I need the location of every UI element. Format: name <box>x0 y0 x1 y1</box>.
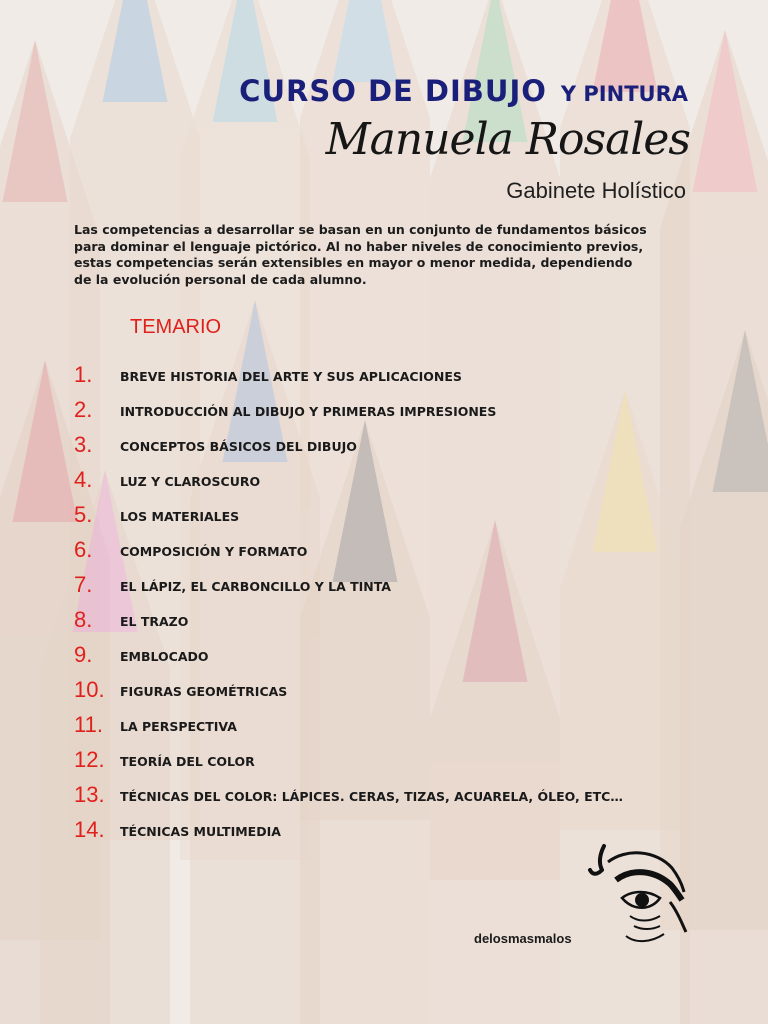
intro-line: estas competencias serán extensibles en mayor o menor medida, dependiendo <box>74 255 633 270</box>
temario-list <box>74 362 714 852</box>
eye-sketch-icon <box>586 840 696 948</box>
item-number: 10. <box>74 677 105 702</box>
item-number: 8. <box>74 607 93 632</box>
item-text: FIGURAS GEOMÉTRICAS <box>120 684 288 699</box>
list-item <box>74 607 714 642</box>
list-item <box>74 397 714 432</box>
list-item <box>74 747 714 782</box>
item-text: COMPOSICIÓN Y FORMATO <box>120 544 308 559</box>
intro-line: para dominar el lenguaje pictórico. Al no haber niveles de conocimiento previos, <box>74 238 644 254</box>
intro-line: de la evolución personal de cada alumno. <box>74 271 367 287</box>
footer-caption: delosmasmalos <box>474 931 572 946</box>
item-number: 3. <box>74 432 93 457</box>
item-text: CONCEPTOS BÁSICOS DEL DIBUJO <box>120 439 357 454</box>
item-number: 1. <box>74 362 93 387</box>
item-text: LUZ Y CLAROSCURO <box>120 474 261 489</box>
item-number: 13. <box>74 782 105 807</box>
item-text: BREVE HISTORIA DEL ARTE Y SUS APLICACIONES <box>120 369 462 384</box>
course-title-secondary: Y PINTURA <box>560 82 688 106</box>
item-number: 2. <box>74 397 93 422</box>
item-number: 4. <box>74 467 93 492</box>
instructor-name: Manuela Rosales <box>325 114 690 165</box>
item-text: INTRODUCCIÓN AL DIBUJO Y PRIMERAS IMPRESIONES <box>120 404 497 419</box>
item-number: 7. <box>74 572 93 597</box>
item-text: EMBLOCADO <box>120 649 209 664</box>
item-number: 14. <box>74 817 105 842</box>
item-number: 6. <box>74 537 93 562</box>
item-text: EL TRAZO <box>120 614 189 629</box>
item-number: 9. <box>74 642 93 667</box>
course-title <box>239 74 688 108</box>
intro-line: Las competencias a desarrollar se basan en un conjunto de fundamentos básicos <box>74 222 647 237</box>
item-text: TÉCNICAS MULTIMEDIA <box>120 824 281 839</box>
list-item <box>74 677 714 712</box>
item-number: 11. <box>74 712 103 737</box>
list-item <box>74 362 714 397</box>
item-text: TEORÍA DEL COLOR <box>120 754 255 769</box>
item-text: EL LÁPIZ, EL CARBONCILLO Y LA TINTA <box>120 579 391 594</box>
item-text: LA PERSPECTIVA <box>120 719 237 734</box>
intro-paragraph <box>74 222 700 288</box>
list-item <box>74 502 714 537</box>
course-title-main: CURSO DE DIBUJO <box>239 74 547 108</box>
subtitle: Gabinete Holístico <box>506 178 686 203</box>
list-item <box>74 432 714 467</box>
list-item <box>74 467 714 502</box>
list-item <box>74 537 714 572</box>
item-text: LOS MATERIALES <box>120 509 240 524</box>
item-number: 5. <box>74 502 93 527</box>
item-text: TÉCNICAS DEL COLOR: LÁPICES. CERAS, TIZAS, ACUARELA, ÓLEO, ETC… <box>120 789 623 804</box>
list-item <box>74 642 714 677</box>
item-number: 12. <box>74 747 105 772</box>
list-item <box>74 782 714 817</box>
temario-heading: TEMARIO <box>130 316 222 338</box>
list-item <box>74 572 714 607</box>
list-item <box>74 712 714 747</box>
